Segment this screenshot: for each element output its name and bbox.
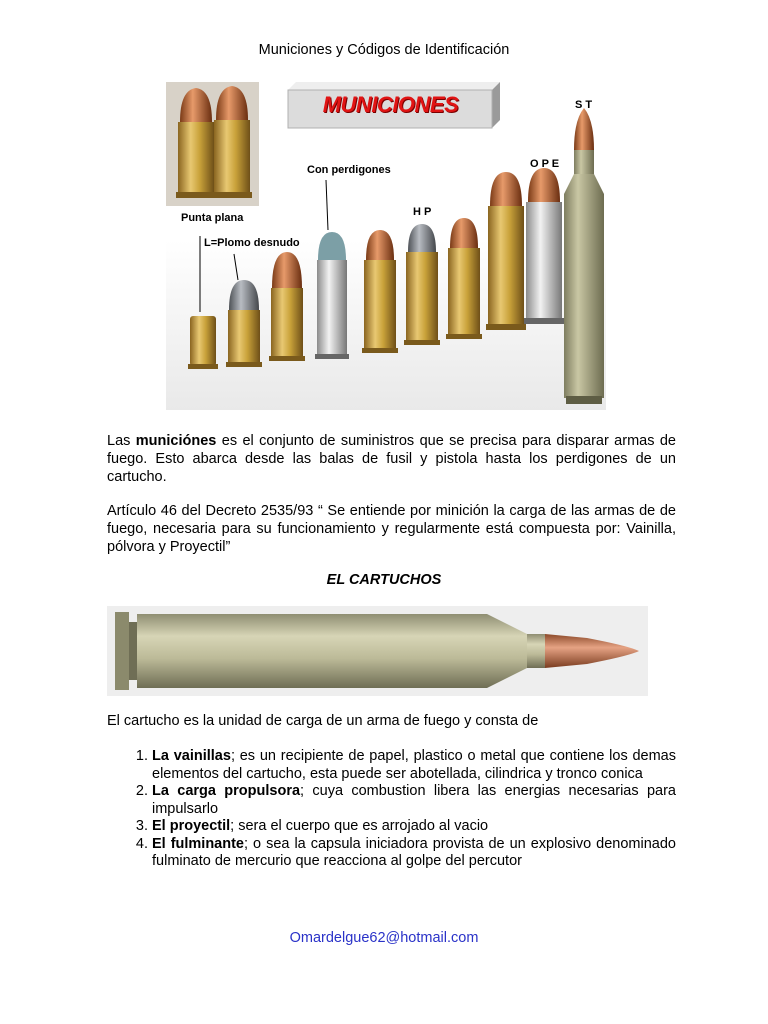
cartridge-intro: El cartucho es la unidad de carga de un arma de fuego y consta de xyxy=(107,713,539,729)
label-plomo-desnudo: L=Plomo desnudo xyxy=(204,237,300,249)
label-con-perdigones: Con perdigones xyxy=(307,164,391,176)
label-ope: O P E xyxy=(530,158,560,170)
page-header: Municiones y Códigos de Identificación xyxy=(258,42,510,58)
cartridge-8 xyxy=(486,172,526,330)
intro-bold-term: municiónes xyxy=(135,433,217,449)
banner-title: MUNICIONES xyxy=(322,92,459,117)
item-term: La vainillas xyxy=(152,748,231,764)
ammunition-figure xyxy=(166,80,606,410)
article-paragraph: Artículo 46 del Decreto 2535/93 “ Se entiende por minición la carga de las armas de de fuego, necesaria para su funcionamiento y regularmente está compuesta por: Vainilla, pólvora y Proyectil” xyxy=(107,503,676,555)
cartridge-9-ope xyxy=(524,168,564,324)
cartridge-illustration xyxy=(107,606,648,696)
list-item xyxy=(152,783,676,818)
cartridge-2 xyxy=(226,280,262,367)
intro-paragraph xyxy=(107,432,676,486)
item-desc: ; sera el cuerpo que es arrojado al vacio xyxy=(230,818,489,834)
item-desc: ; cuya combustion libera las energias necesarias para impulsarlo xyxy=(152,783,676,817)
label-st: S T xyxy=(575,99,593,111)
item-term: La carga propulsora xyxy=(152,783,301,799)
item-desc: ; es un recipiente de papel, plastico o metal que contiene los demas elementos del cartucho, esta puede ser abotellada, cilindrica y tronco conica xyxy=(152,748,676,782)
cartridge-3 xyxy=(269,252,305,361)
item-desc: ; o sea la capsula iniciadora provista de un explosivo denominado fulminato de mercurio que reacciona al golpe del percutor xyxy=(152,835,676,869)
cartridge-figure xyxy=(107,606,648,696)
section-subtitle: EL CARTUCHOS xyxy=(326,572,442,588)
list-item xyxy=(152,836,676,871)
item-term: El proyectil xyxy=(152,818,231,834)
pistol-cartridges-photo xyxy=(166,82,259,206)
item-term: El fulminante xyxy=(152,835,244,852)
intro-rest: es el conjunto de suministros que se precisa para disparar armas de fuego. Esto abarca desde las balas de fusil y pistola hasta los perdigones de un cartucho. xyxy=(107,433,676,485)
list-item xyxy=(152,748,676,783)
intro-prefix: Las xyxy=(107,433,136,449)
label-punta-plana: Punta plana xyxy=(181,212,244,224)
cartridge-7 xyxy=(446,218,482,339)
footer-email[interactable]: Omardelgue62@hotmail.com xyxy=(289,930,479,946)
cartridge-6-hp xyxy=(404,224,440,345)
cartridge-4-shot xyxy=(315,232,349,359)
cartridge-10-rifle-st xyxy=(564,108,604,404)
components-list xyxy=(107,748,676,871)
label-hp: H P xyxy=(413,206,432,218)
cartridge-1 xyxy=(188,316,218,369)
cartridge-5 xyxy=(362,230,398,353)
list-item xyxy=(152,818,676,836)
